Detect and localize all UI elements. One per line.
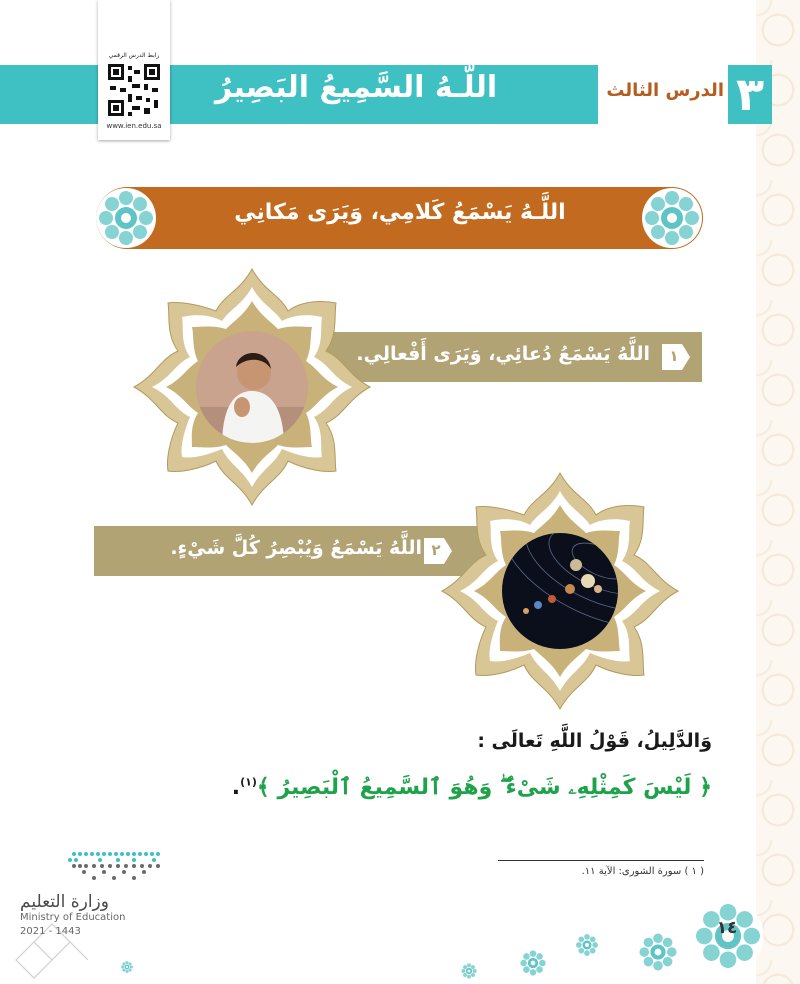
star-frame-child-praying [132, 267, 372, 507]
point-1-number: ١ [669, 347, 679, 365]
qr-caption: رابط الدرس الرقمي [108, 52, 160, 59]
ministry-name-english: Ministry of Education [20, 912, 126, 923]
quran-verse-text: ﴿ لَيْسَ كَمِثْلِهِۦ شَىْءٌ ۖ وَهُوَ ٱلسَّمِيعُ ٱلْبَصِيرُ ﴾ [256, 775, 712, 800]
digital-lesson-qr-card[interactable] [98, 0, 170, 140]
banner-text: اللَّـهُ يَسْمَعُ كَلامِي، وَيَرَى مَكانِي [234, 200, 566, 225]
qr-url[interactable]: www.ien.edu.sa [106, 122, 162, 130]
rosette-small-icon [460, 962, 478, 980]
footnote: ( ١ ) سورة الشورى: الآية ١١. [581, 866, 704, 877]
footnote-divider [498, 860, 704, 861]
ministry-year: 2021 - 1443 [20, 926, 81, 937]
rosette-small-icon [120, 960, 134, 974]
rosette-small-icon [518, 948, 548, 978]
lesson-title: اللَّـهُ السَّمِيعُ البَصِيرُ [214, 70, 498, 105]
quran-verse [180, 775, 712, 800]
page-number: ١٤ [716, 918, 738, 938]
point-2-number: ٢ [431, 541, 441, 559]
footnote-marker: (١) [240, 775, 257, 789]
verse-end-dot: . [231, 775, 241, 800]
lesson-label: الدرس الثالث [606, 80, 724, 101]
lesson-number: ٣ [728, 65, 772, 124]
rosette-small-icon [636, 930, 680, 974]
point-1-text: اللَّهُ يَسْمَعُ دُعائِي، وَيَرَى أَفْعالِي. [356, 343, 650, 365]
ministry-name-arabic: وزارة التعليم [20, 892, 109, 912]
qr-code-icon[interactable] [106, 62, 162, 118]
star-frame-solar-system [440, 471, 680, 711]
point-2-text: اللَّهُ يَسْمَعُ وَيُبْصِرُ كُلَّ شَيْءٍ. [170, 537, 422, 559]
evidence-intro: وَالدَّلِيلُ، قَوْلُ اللَّهِ تَعالَى : [477, 730, 712, 752]
side-ornament-pattern [756, 0, 800, 984]
rosette-small-icon [574, 932, 600, 958]
